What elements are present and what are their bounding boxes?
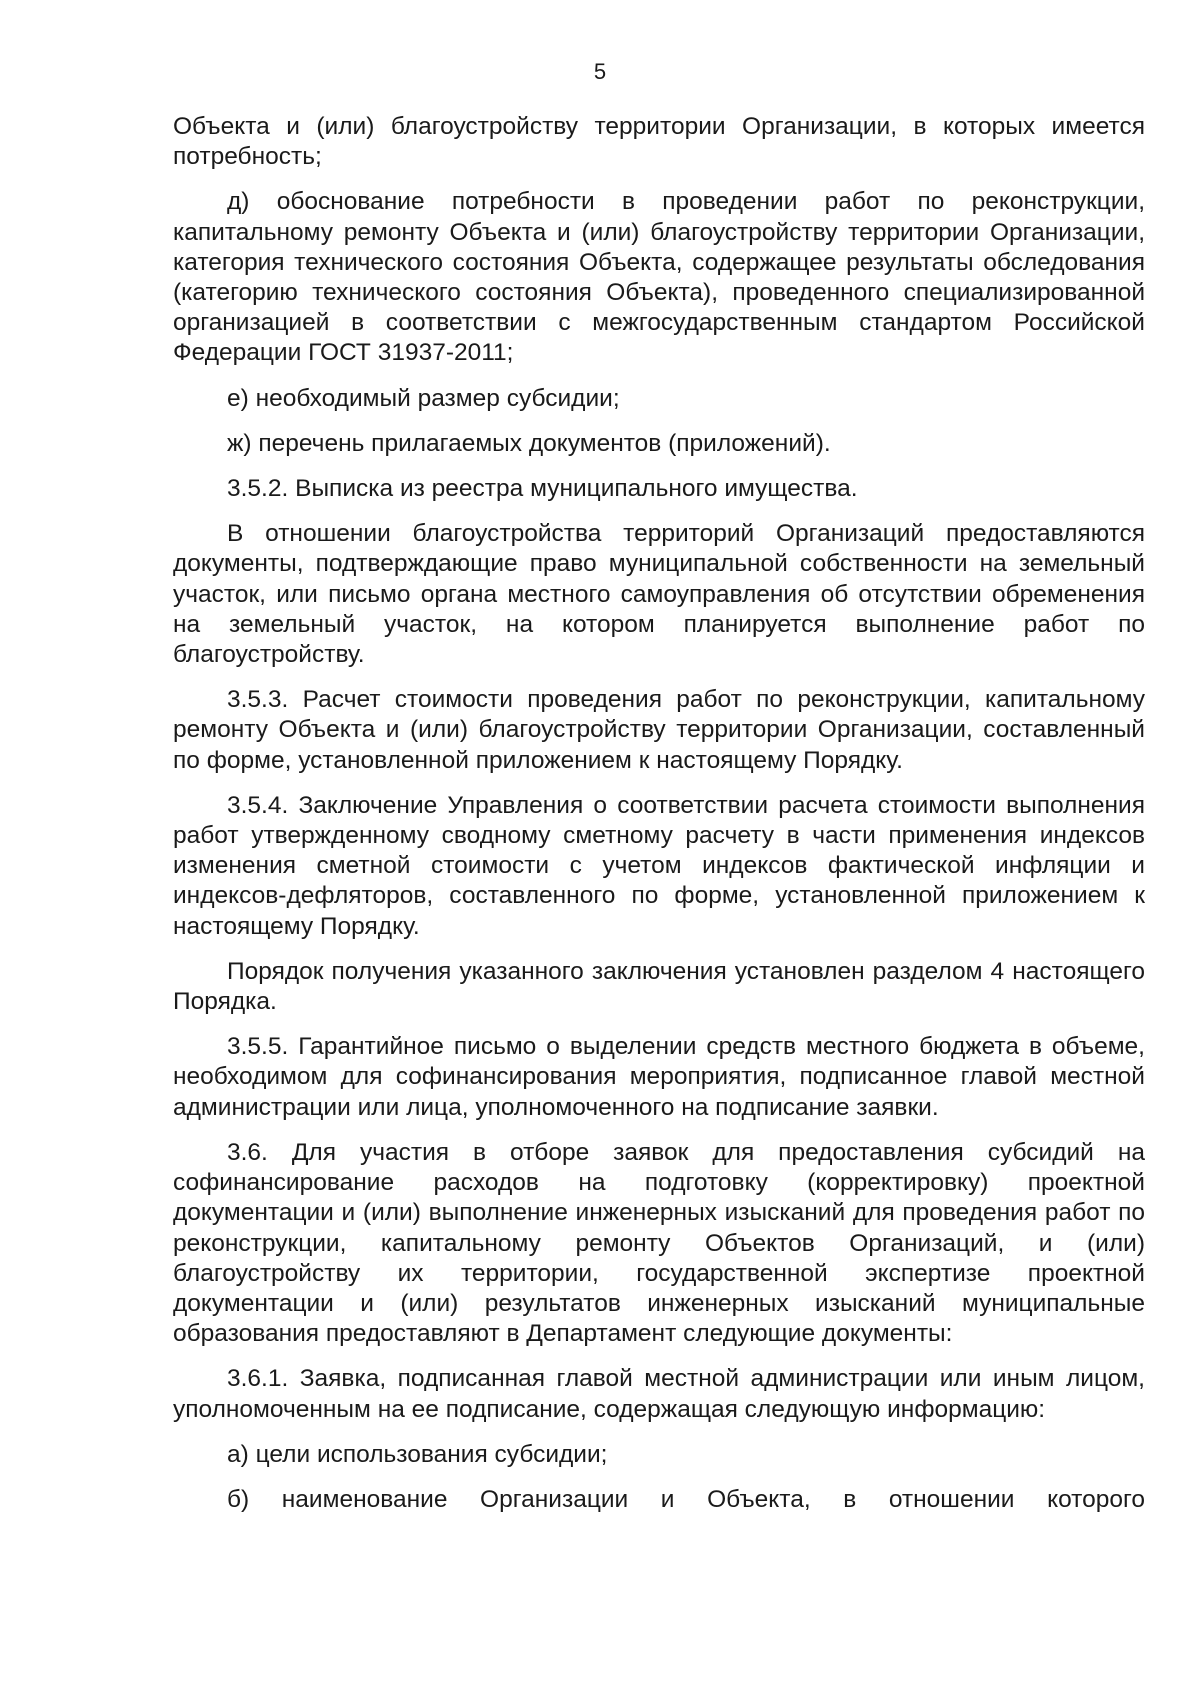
paragraph: 3.6. Для участия в отборе заявок для предоставления субсидий на софинансирование расходов на подготовку (корректировку) проектной документации и (или) выполнение инженерных изысканий для проведения работ по реконструкции, капитальному ремонту Объектов Организаций, и (или) благоустройству их территории, государственной экспертизе проектной документации и (или) результатов инженерных изысканий муниципальные образования предоставляют в Департамент следующие документы:	[173, 1138, 1145, 1348]
document-body	[173, 112, 1145, 1530]
page-number: 5	[593, 59, 607, 84]
paragraph: б) наименование Организации и Объекта, в отношении которого	[227, 1485, 1145, 1513]
paragraph: 3.6.1. Заявка, подписанная главой местной администрации или иным лицом, уполномоченным на ее подписание, содержащая следующую информацию:	[173, 1365, 1145, 1423]
paragraph: В отношении благоустройства территорий Организаций предоставляются документы, подтверждающие право муниципальной собственности на земельный участок, или письмо органа местного самоуправления об отсутствии обременения на земельный участок, на котором планируется выполнение работ по благоустройству.	[173, 520, 1145, 669]
paragraph: Объекта и (или) благоустройству территории Организации, в которых имеется потребность;	[173, 113, 1145, 171]
paragraph: ж) перечень прилагаемых документов (приложений).	[227, 429, 831, 457]
paragraph: Порядок получения указанного заключения установлен разделом 4 настоящего Порядка.	[173, 957, 1145, 1016]
paragraph: д) обоснование потребности в проведении работ по реконструкции, капитальному ремонту Объекта и (или) благоустройству территории Организации, категория технического состояния Объекта, содержащее результаты обследования (категорию технического состояния Объекта), проведенного специализированной организацией в соответствии с межгосударственным стандартом Российской Федерации ГОСТ 31937-2011;	[173, 188, 1145, 367]
paragraph: 3.5.4. Заключение Управления о соответствии расчета стоимости выполнения работ утвержденному сводному сметному расчету в части применения индексов изменения сметной стоимости с учетом индексов фактической инфляции и индексов-дефляторов, составленного по форме, установленной приложением к настоящему Порядку.	[173, 791, 1145, 940]
paragraph: 3.5.5. Гарантийное письмо о выделении средств местного бюджета в объеме, необходимом для софинансирования мероприятия, подписанное главой местной администрации или лица, уполномоченного на подписание заявки.	[173, 1033, 1145, 1121]
paragraph: 3.5.3. Расчет стоимости проведения работ по реконструкции, капитальному ремонту Объекта и (или) благоустройству территории Организации, составленный по форме, установленной приложением к настоящему Порядку.	[173, 686, 1145, 774]
paragraph: е) необходимый размер субсидии;	[227, 384, 620, 412]
paragraph: а) цели использования субсидии;	[227, 1440, 608, 1468]
paragraph: 3.5.2. Выписка из реестра муниципального имущества.	[227, 475, 858, 503]
